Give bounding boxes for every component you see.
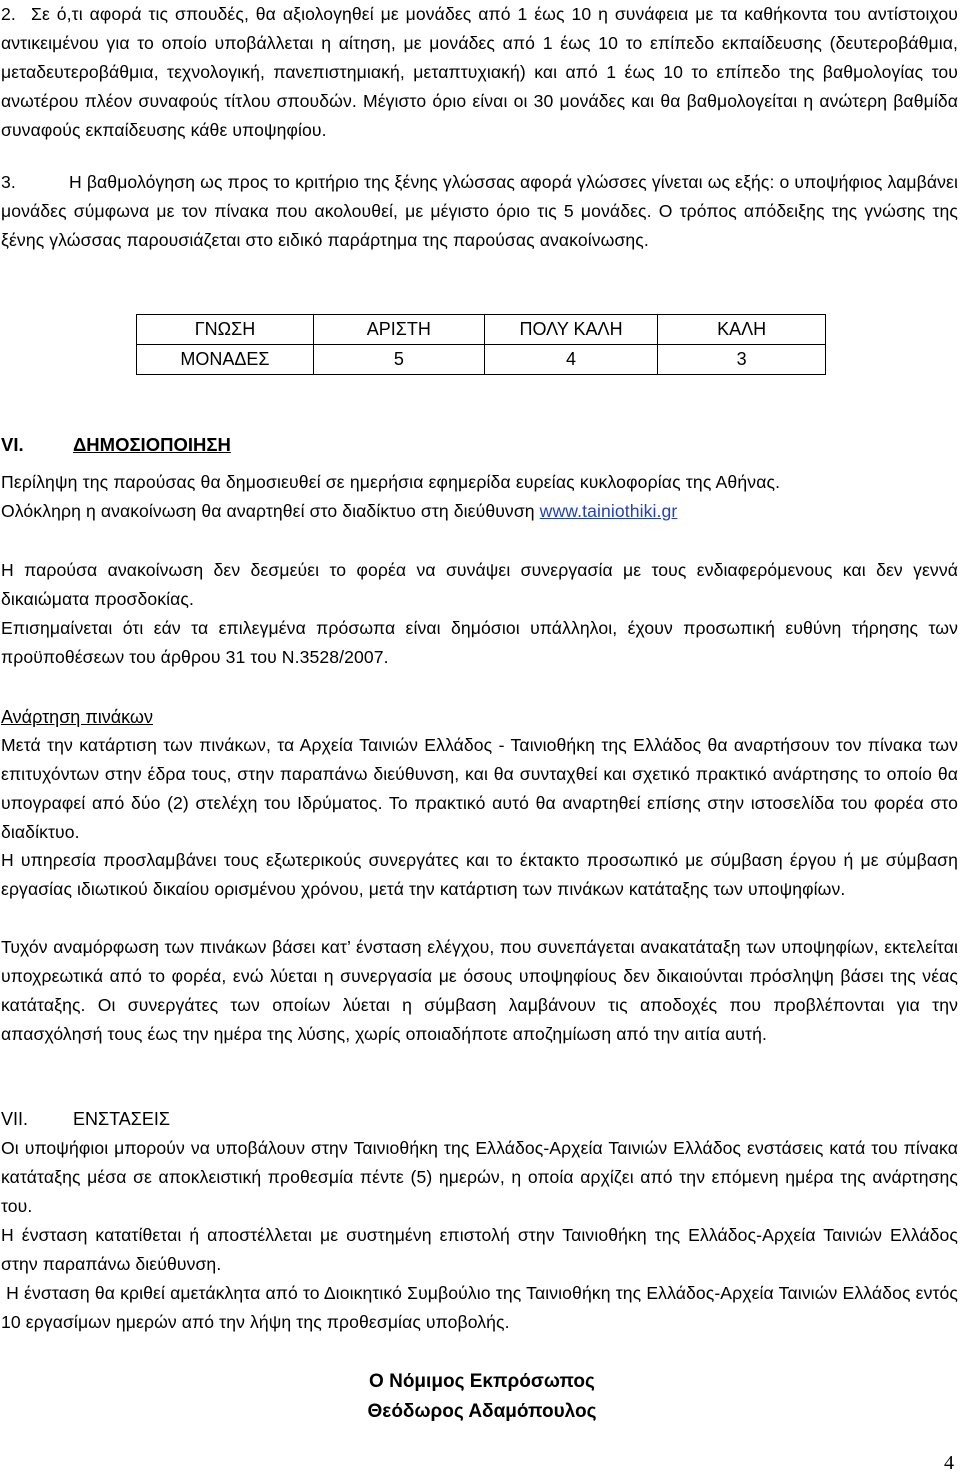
section-6-heading xyxy=(1,430,231,459)
section-title: ΔΗΜΟΣΙΟΠΟΙΗΣΗ xyxy=(73,434,231,455)
posting-heading: Ανάρτηση πινάκων xyxy=(1,707,153,727)
table-cell: ΜΟΝΑΔΕΣ xyxy=(137,345,314,375)
objections-paragraph-1: Οι υποψήφιοι μπορούν να υποβάλουν στην Ταινιοθήκη της Ελλάδος-Αρχεία Ταινιών Ελλάδος ενστάσεις κατά του πίνακα κατάταξης μέσα σε αποκλειστική προθεσμία πέντε (5) ημερών, η οποία αρχίζει από την επόμενη ημέρα της ανάρτησης του. xyxy=(1,1138,958,1216)
table-cell: ΚΑΛΗ xyxy=(658,315,826,345)
paragraph-2 xyxy=(1,0,958,145)
signature-block xyxy=(0,1367,960,1397)
section-roman-numeral: VII. xyxy=(1,1109,29,1129)
signatory-role: Ο Νόμιμος Εκπρόσωπος xyxy=(369,1371,595,1392)
language-grade-table xyxy=(136,314,826,375)
civil-servants-notice: Επισημαίνεται ότι εάν τα επιλεγμένα πρόσωπα είναι δημόσιοι υπάλληλοι, έχουν προσωπική ευθύνη τήρησης των προϋποθέσεων του άρθρου 31 του Ν.3528/2007. xyxy=(1,618,958,667)
table-cell: 5 xyxy=(313,345,484,375)
signatory-name: Θεόδωρος Αδαμόπουλος xyxy=(367,1401,597,1422)
table-cell: ΠΟΛΥ ΚΑΛΗ xyxy=(484,315,658,345)
table-header-row xyxy=(137,315,826,345)
publication-online-prefix: Ολόκληρη η ανακοίνωση θα αναρτηθεί στο διαδίκτυο στη διεύθυνση xyxy=(1,501,540,521)
paragraph-number: 3. xyxy=(1,172,16,192)
section-7-heading xyxy=(1,1105,170,1134)
objections-paragraph-3: Η ένσταση θα κριθεί αμετάκλητα από το Διοικητικό Συμβούλιο της Ταινιοθήκη της Ελλάδος-Αρχεία Ταινιών Ελλάδος εντός 10 εργασίμων ημερών από την λήψη της προθεσμίας υποβολής. xyxy=(1,1283,963,1332)
section-roman-numeral: VI. xyxy=(1,434,24,455)
paragraph-text: Η βαθμολόγηση ως προς το κριτήριο της ξένης γλώσσας αφορά γλώσσες γίνεται ως εξής: ο υποψήφιος λαμβάνει μονάδες σύμφωνα με τον πίνακα που ακολουθεί, με μέγιστο όριο τις 5 μονάδες. Ο τρόπος απόδειξης της γνώσης της ξένης γλώσσας παρουσιάζεται στο ειδικό παράρτημα της παρούσας ανακοίνωσης. xyxy=(1,172,958,250)
table-cell: 3 xyxy=(658,345,826,375)
posting-paragraph-2: Η υπηρεσία προσλαμβάνει τους εξωτερικούς συνεργάτες και το έκτακτο προσωπικό με σύμβαση έργου ή με σύμβαση εργασίας ιδιωτικού δικαίου ορισμένου χρόνου, μετά την κατάρτιση των πινάκων κατάταξης των υποψηφίων. xyxy=(1,850,958,899)
publication-online-text xyxy=(1,497,958,526)
table-cell: 4 xyxy=(484,345,658,375)
paragraph-text: Σε ό,τι αφορά τις σπουδές, θα αξιολογηθεί με μονάδες από 1 έως 10 η συνάφεια με τα καθήκοντα του αντίστοιχου αντικειμένου για το οποίο υποβάλλεται η αίτηση, με μονάδες από 1 έως 10 το επίπεδο εκπαίδευσης (δευτεροβάθμια, μεταδευτεροβάθμια, τεχνολογική, πανεπιστημιακή, μεταπτυχιακή) και από 1 έως 10 το επίπεδο της βαθμολογίας του ανωτέρου πλέον συναφούς τίτλου σπουδών. Μέγιστο όριο είναι οι 30 μονάδες και θα βαθμολογείται η ανώτερη βαθμίδα συναφούς εκπαίδευσης κάθε υποψηφίου. xyxy=(1,4,958,140)
non-binding-notice: Η παρούσα ανακοίνωση δεν δεσμεύει το φορέα να συνάψει συνεργασία με τους ενδιαφερόμενους και δεν γεννά δικαιώματα προσδοκίας. xyxy=(1,560,958,609)
table-cell: ΑΡΙΣΤΗ xyxy=(313,315,484,345)
page-number: 4 xyxy=(944,1452,954,1474)
paragraph-number: 2. xyxy=(1,4,16,24)
paragraph-3 xyxy=(1,168,958,255)
objections-paragraph-2: Η ένσταση κατατίθεται ή αποστέλλεται με συστημένη επιστολή στην Ταινιοθήκη της Ελλάδος-Αρχεία Ταινιών Ελλάδος στην παραπάνω διεύθυνση. xyxy=(1,1225,958,1274)
posting-paragraph-3: Τυχόν αναμόρφωση των πινάκων βάσει κατ’ ένσταση ελέγχου, που συνεπάγεται ανακατάταξη των υποψηφίων, εκτελείται υποχρεωτικά από το φορέα, ενώ λύεται η συνεργασία με όσους υποψηφίους δεν δικαιούνται πρόσληψη βάσει της νέας κατάταξης. Οι συνεργάτες των οποίων λύεται η σύμβαση λαμβάνουν τις αποδοχές που προβλέπονται για την απασχόλησή τους έως την ημέρα της λύσης, χωρίς οποιαδήποτε αποζημίωση από την αιτία αυτή. xyxy=(1,937,958,1044)
table-row xyxy=(137,345,826,375)
publication-summary-text: Περίληψη της παρούσας θα δημοσιευθεί σε ημερήσια εφημερίδα ευρείας κυκλοφορίας της Αθήνας. xyxy=(1,472,781,492)
table-cell: ΓΝΩΣΗ xyxy=(137,315,314,345)
section-title: ΕΝΣΤΑΣΕΙΣ xyxy=(73,1109,171,1129)
website-link[interactable]: www.tainiothiki.gr xyxy=(539,501,678,521)
posting-paragraph-1: Μετά την κατάρτιση των πινάκων, τα Αρχεία Ταινιών Ελλάδος - Ταινιοθήκη της Ελλάδος θα αναρτήσουν τον πίνακα των επιτυχόντων στην έδρα τους, στην παραπάνω διεύθυνση, και θα συνταχθεί και σχετικό πρακτικό ανάρτησης το οποίο θα υπογραφεί από δύο (2) στελέχη του Ιδρύματος. Το πρακτικό αυτό θα αναρτηθεί επίσης στην ιστοσελίδα του φορέα στο διαδίκτυο. xyxy=(1,735,958,842)
